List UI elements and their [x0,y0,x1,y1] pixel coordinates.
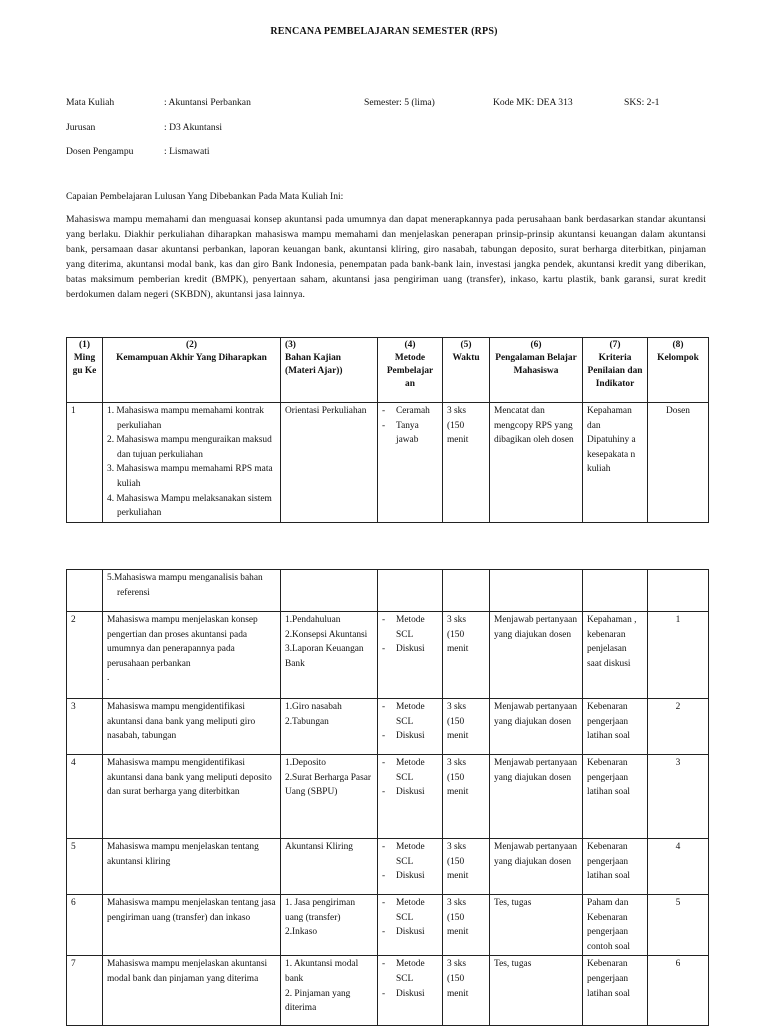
semester-info: Semester: 5 (lima) [364,97,435,108]
cpl-heading: Capaian Pembelajaran Lulusan Yang Dibebankan Pada Mata Kuliah Ini: [66,191,344,202]
outcome-item: 3. Mahasiswa mampu memahami RPS mata kuliah [107,464,273,489]
week-number: 4 [67,755,103,839]
week-number: 3 [67,699,103,755]
outcome-item: 2. Mahasiswa mampu menguraikan maksud dan tujuan perkuliahan [107,435,272,460]
time-cell: 3 sks (150 menit [443,956,490,1026]
method-cell: - Metode SCL - Diskusi [378,956,443,1026]
time-cell: 3 sks (150 menit [443,699,490,755]
material-cell: 1.Pendahuluan 2.Konsepsi Akuntansi 3.Laporan Keuangan Bank [281,612,378,699]
group-cell: 6 [648,956,709,1026]
time-cell: 3 sks (150 menit [443,403,490,523]
header-outcome: (2) Kemampuan Akhir Yang Diharapkan [103,338,281,403]
material-cell: 1. Jasa pengiriman uang (transfer) 2.Inkaso [281,895,378,956]
method-cell: - Metode SCL - Diskusi [378,895,443,956]
week-number: 6 [67,895,103,956]
outcome-cell [103,403,281,523]
table-row [67,612,709,699]
jurusan-value: : D3 Akuntansi [164,122,223,133]
time-cell: 3 sks (150 menit [443,612,490,699]
outcome-cell: Mahasiswa mampu menjelaskan tentang jasa pengiriman uang (transfer) dan inkaso [103,895,281,956]
method-cell [378,403,443,523]
experience-cell: Tes, tugas [490,956,583,1026]
material-cell: 1.Giro nasabah 2.Tabungan [281,699,378,755]
table-row [67,570,709,612]
week-number: 5 [67,839,103,895]
criteria-cell: Kepahaman , kebenaran penjelasan saat diskusi [583,612,648,699]
criteria-cell: Kebenaran pengerjaan latihan soal [583,956,648,1026]
time-cell: 3 sks (150 menit [443,895,490,956]
criteria-cell: Kepahaman dan Dipatuhiny a kesepakata n kuliah [583,403,648,523]
method-item: - Ceramah [382,404,438,419]
material-cell: 1.Deposito 2.Surat Berharga Pasar Uang (SBPU) [281,755,378,839]
kode-mk-info: Kode MK: DEA 313 [493,97,573,108]
header-group: (8) Kelompok [648,338,709,403]
table-header-row [67,338,709,403]
time-cell: 3 sks (150 menit [443,755,490,839]
experience-cell: Menjawab pertanyaan yang diajukan dosen [490,699,583,755]
criteria-cell: Kebenaran pengerjaan latihan soal [583,699,648,755]
dosen-value: : Lismawati [164,146,210,157]
outcome-cell: Mahasiswa mampu mengidentifikasi akuntansi dana bank yang meliputi giro nasabah, tabungan [103,699,281,755]
method-cell: - Metode SCL - Diskusi [378,839,443,895]
table-row [67,895,709,956]
material-cell: Orientasi Perkuliahan [281,403,378,523]
week-number: 1 [67,403,103,523]
table-row [67,755,709,839]
week-number: 2 [67,612,103,699]
cpl-body: Mahasiswa mampu memahami dan menguasai konsep akuntansi pada umumnya dan dapat menerapkannya pada perusahaan bank berdasarkan standar akuntansi yang berlaku. Diakhir perkuliahan diharapkan mahasiswa mampu memahami dan menjelaskan penerapan prinsip-prinsip akuntansi keuangan dalam akuntansi bank, persamaan dasar akuntansi perbankan, laporan keuangan bank, akuntansi kliring, giro nasabah, tabungan deposito, surat berharga diterbitkan, pinjaman yang diterima, akuntansi modal bank, kas dan giro Bank Indonesia, penempatan pada bank-bank lain, investasi jangka pendek, akuntansi kredit yang diberikan, batas maksimum pemberian kredit (BMPK), penyertaan saham, akuntansi jasa pengiriman uang (transfer), inkaso, kartu plastik, bank garansi, surat kredit berdokumen dalam negeri (SKBDN), akuntansi jasa lainnya. [66,214,706,300]
page-title: RENCANA PEMBELAJARAN SEMESTER (RPS) [270,26,498,37]
experience-cell: Menjawab pertanyaan yang diajukan dosen [490,755,583,839]
outcome-item: 5.Mahasiswa mampu menganalisis bahan referensi [107,573,263,598]
mata-kuliah-value: : Akuntansi Perbankan [164,97,251,108]
outcome-cell: Mahasiswa mampu menjelaskan tentang akuntansi kliring [103,839,281,895]
sks-info: SKS: 2-1 [624,97,660,108]
criteria-cell: Kebenaran pengerjaan latihan soal [583,839,648,895]
header-material: (3) Bahan Kajian (Materi Ajar)) [281,338,378,403]
table-row [67,839,709,895]
group-cell: 5 [648,895,709,956]
material-cell: 1. Akuntansi modal bank 2. Pinjaman yang diterima [281,956,378,1026]
header-time: (5) Waktu [443,338,490,403]
group-cell: 4 [648,839,709,895]
outcome-item: 4. Mahasiswa Mampu melaksanakan sistem perkuliahan [107,493,272,519]
table-row [67,403,709,523]
method-cell: - Metode SCL - Diskusi [378,755,443,839]
outcome-cell: Mahasiswa mampu menjelaskan konsep pengertian dan proses akuntansi pada umumnya dan penerapannya pada perusahaan perbankan . [103,612,281,699]
method-cell: - Metode SCL - Diskusi [378,612,443,699]
group-cell: 1 [648,612,709,699]
header-method: (4) Metode Pembelajar an [378,338,443,403]
table-row [67,699,709,755]
group-cell: Dosen [648,403,709,523]
group-cell: 3 [648,755,709,839]
experience-cell: Menjawab pertanyaan yang diajukan dosen [490,612,583,699]
experience-cell: Tes, tugas [490,895,583,956]
header-week: (1) Ming gu Ke [67,338,103,403]
table-row [67,956,709,1026]
dosen-label: Dosen Pengampu [66,146,134,157]
rps-table-page1 [66,337,709,523]
outcome-cell: Mahasiswa mampu menjelaskan akuntansi modal bank dan pinjaman yang diterima [103,956,281,1026]
week-number: 7 [67,956,103,1026]
group-cell: 2 [648,699,709,755]
header-criteria: (7) Kriteria Penilaian dan Indikator [583,338,648,403]
header-experience: (6) Pengalaman Belajar Mahasiswa [490,338,583,403]
method-item: - Tanya jawab [382,419,438,448]
outcome-cell: Mahasiswa mampu mengidentifikasi akuntansi dana bank yang meliputi deposito dan surat berharga yang diterbitkan [103,755,281,839]
material-cell: Akuntansi Kliring [281,839,378,895]
experience-cell: Menjawab pertanyaan yang diajukan dosen [490,839,583,895]
method-cell: - Metode SCL - Diskusi [378,699,443,755]
jurusan-label: Jurusan [66,122,96,133]
rps-table-page2 [66,569,709,1026]
experience-cell: Mencatat dan mengcopy RPS yang dibagikan oleh dosen [490,403,583,523]
criteria-cell: Paham dan Kebenaran pengerjaan contoh soal [583,895,648,956]
time-cell: 3 sks (150 menit [443,839,490,895]
mata-kuliah-label: Mata Kuliah [66,97,115,108]
outcome-cell [103,570,281,612]
criteria-cell: Kebenaran pengerjaan latihan soal [583,755,648,839]
outcome-item: 1. Mahasiswa mampu memahami kontrak perkuliahan [107,406,264,431]
